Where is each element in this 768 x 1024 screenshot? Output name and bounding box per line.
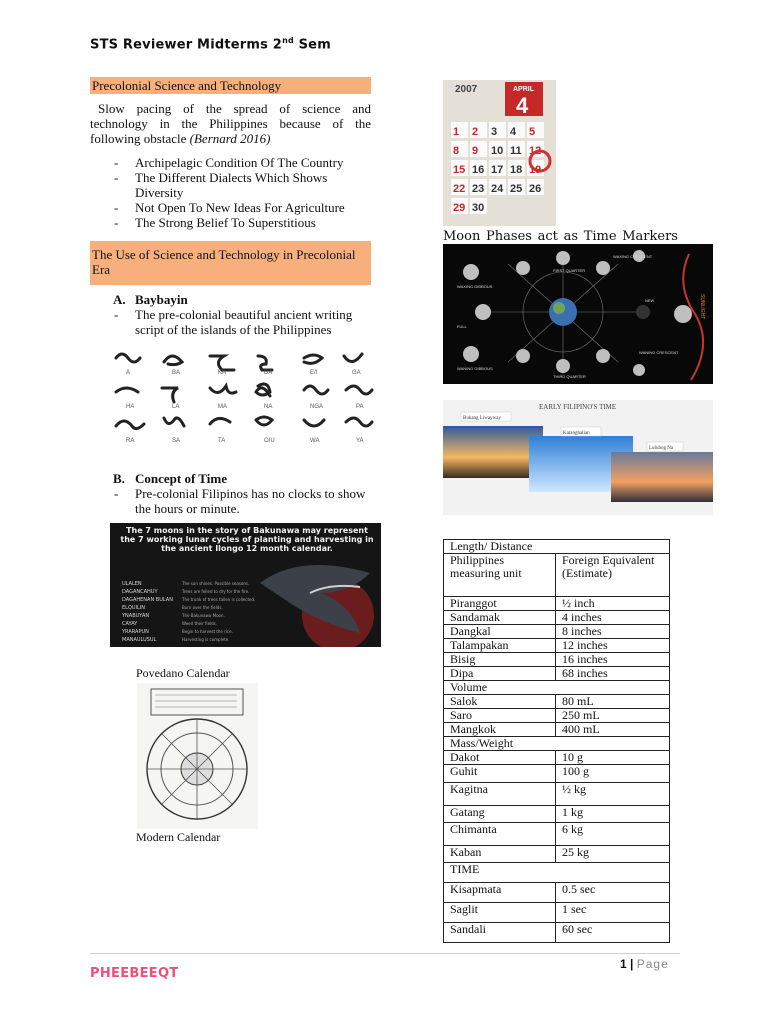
moon-phases-image <box>443 244 713 384</box>
month-label: CAYAY <box>122 621 138 627</box>
calendar-day: 1 <box>453 126 460 138</box>
glyph-label: DA <box>264 370 273 376</box>
calendar-day: 8 <box>453 145 460 157</box>
unit-cell: Sandali <box>444 923 556 943</box>
section-label: Mass/Weight <box>444 737 670 751</box>
equivalent-cell: 80 mL <box>556 695 670 709</box>
unit-cell: Dakot <box>444 751 556 765</box>
table-row <box>444 823 670 846</box>
glyph-label: E/I <box>310 370 318 376</box>
section-heading-use-of-science: The Use of Science and Technology in Precolonial Era <box>90 241 371 285</box>
unit-cell: Saglit <box>444 903 556 923</box>
page-number: 1 | Page <box>620 957 669 971</box>
month-label: ELQUILIN <box>122 605 146 611</box>
glyph-label: LA <box>172 404 180 410</box>
calendar-day: 17 <box>491 164 504 176</box>
month-label: YNABUYAN <box>122 613 150 619</box>
table-row <box>444 625 670 639</box>
early-time-label: Lulubog Na <box>649 446 674 451</box>
glyph-label: PA <box>356 404 364 410</box>
glyph-label: GA <box>352 370 361 376</box>
caption-word: Time <box>583 229 617 244</box>
table-row <box>444 765 670 783</box>
early-time-label: Katanghalian <box>563 431 590 436</box>
equivalent-cell: 4 inches <box>556 611 670 625</box>
unit-cell: Kagitna <box>444 783 556 806</box>
document-title: STS Reviewer Midterms 2nd Sem <box>90 36 331 53</box>
table-row <box>444 723 670 737</box>
unit-cell: Bisig <box>444 653 556 667</box>
month-note: Burn over the fields. <box>182 605 223 610</box>
calendar-month: APRIL <box>513 86 534 93</box>
calendar-day: 4 <box>510 126 517 138</box>
calendar-day: 15 <box>453 164 466 176</box>
calendar-day: 30 <box>472 202 485 214</box>
table-section-row <box>444 737 670 751</box>
glyph-label: BA <box>172 370 181 376</box>
povedano-calendar-image <box>137 683 258 829</box>
wall-calendar-image <box>443 80 556 226</box>
bakunawa-caption: The 7 moons in the story of Bakunawa may represent the 7 working lunar cycles of planting and harvesting in the ancient Ilongo 12 month calendar. <box>120 526 374 553</box>
equivalent-cell: 12 inches <box>556 639 670 653</box>
equivalent-cell: 1 kg <box>556 806 670 823</box>
unit-cell: Piranggot <box>444 597 556 611</box>
calendar-day: 5 <box>529 126 536 138</box>
glyph-label: MA <box>218 404 227 410</box>
equivalent-cell: 8 inches <box>556 625 670 639</box>
caption-word: Phases <box>486 229 532 244</box>
table-row <box>444 695 670 709</box>
month-label: ULALEN <box>122 581 142 587</box>
phase-label: NEW <box>645 298 655 303</box>
unit-cell: Salok <box>444 695 556 709</box>
month-note: Begin to harvest the rice. <box>182 629 233 634</box>
unit-cell: Mangkok <box>444 723 556 737</box>
early-filipino-time-image <box>443 400 713 515</box>
month-label: MANAULUSUL <box>122 637 157 643</box>
glyph-label: KA <box>218 370 227 376</box>
calendar-day: 29 <box>453 202 466 214</box>
equivalent-cell: 68 inches <box>556 667 670 681</box>
unit-cell: Sandamak <box>444 611 556 625</box>
month-note: The Bakunawa Moon. <box>182 613 225 618</box>
unit-cell: Dangkal <box>444 625 556 639</box>
unit-cell: Dipa <box>444 667 556 681</box>
calendar-day: 24 <box>491 183 504 195</box>
caption-word: as <box>563 229 578 244</box>
calendar-day: 12 <box>529 145 542 157</box>
table-row <box>444 923 670 943</box>
table-row <box>444 611 670 625</box>
measurement-table <box>443 539 670 943</box>
glyph-label: SA <box>172 438 181 444</box>
equivalent-cell: 6 kg <box>556 823 670 846</box>
baybayin-script-image <box>106 348 390 448</box>
phase-label: FULL <box>457 324 467 329</box>
unit-cell: Chimanta <box>444 823 556 846</box>
unit-cell: Gatang <box>444 806 556 823</box>
month-note: The trunk of trees fallen is collected. <box>182 597 256 602</box>
glyph-label: YA <box>356 438 364 444</box>
calendar-day: 3 <box>491 126 498 138</box>
unit-cell: Kaban <box>444 846 556 863</box>
footer-divider <box>90 953 680 954</box>
povedano-caption: Povedano Calendar <box>136 666 230 680</box>
list-item: - Archipelagic Condition Of The Country <box>114 155 344 170</box>
glyph-label: HA <box>126 404 135 410</box>
glyph-label: WA <box>310 438 320 444</box>
calendar-day: 11 <box>510 145 522 157</box>
month-note: The sun shines. Possible seasons. <box>182 581 250 586</box>
caption-word: Moon <box>443 229 481 244</box>
month-label: DAGANCAHUY <box>122 589 158 595</box>
equivalent-cell: 10 g <box>556 751 670 765</box>
calendar-day: 26 <box>529 183 542 195</box>
list-item: - The Strong Belief To Superstitious <box>114 215 316 230</box>
subheading-baybayin: A. Baybayin <box>113 292 188 307</box>
subheading-concept-of-time: B. Concept of Time <box>113 471 227 486</box>
equivalent-cell: ½ kg <box>556 783 670 806</box>
glyph-label: TA <box>218 438 226 444</box>
equivalent-cell: Foreign Equivalent (Estimate) <box>556 554 670 597</box>
calendar-day: 10 <box>491 145 504 157</box>
glyph-label: O/U <box>264 438 275 444</box>
table-row <box>444 783 670 806</box>
phase-label: WAXING GIBBOUS <box>457 284 493 289</box>
baybayin-labels <box>126 370 364 444</box>
calendar-big-day: 4 <box>516 93 529 118</box>
bakunawa-image <box>110 523 381 647</box>
unit-cell: Saro <box>444 709 556 723</box>
equivalent-cell: 16 inches <box>556 653 670 667</box>
moon-phases-caption <box>443 229 678 244</box>
early-time-title: EARLY FILIPINO'S TIME <box>539 403 617 411</box>
brand-logo: PHEEBEEQT <box>90 966 179 981</box>
glyph-label: NA <box>264 404 273 410</box>
table-row <box>444 709 670 723</box>
baybayin-description: - The pre-colonial beautiful ancient writing script of the islands of the Philippines <box>114 307 353 337</box>
phase-label: WAXING CRESCENT <box>613 254 653 259</box>
glyph-label: RA <box>126 438 135 444</box>
modern-calendar-caption: Modern Calendar <box>136 830 221 844</box>
calendar-day: 23 <box>472 183 485 195</box>
section-heading-precolonial: Precolonial Science and Technology <box>90 77 371 94</box>
table-section-row <box>444 681 670 695</box>
month-note: Weed their fields. <box>182 621 218 626</box>
table-row <box>444 883 670 903</box>
calendar-day: 18 <box>510 164 523 176</box>
calendar-day: 2 <box>472 126 479 138</box>
list-item: - Not Open To New Ideas For Agriculture <box>114 200 345 215</box>
phase-label: FIRST QUARTER <box>553 268 586 273</box>
unit-cell: Guhit <box>444 765 556 783</box>
calendar-day: 19 <box>529 164 542 176</box>
unit-cell: Kisapmata <box>444 883 556 903</box>
time-description: - Pre-colonial Filipinos has no clocks to show the hours or minute. <box>114 486 366 516</box>
calendar-day: 25 <box>510 183 523 195</box>
table-row <box>444 597 670 611</box>
unit-cell: Philippines measuring unit <box>444 554 556 597</box>
calendar-day: 9 <box>472 145 479 157</box>
calendar-year: 2007 <box>455 84 478 95</box>
table-row <box>444 667 670 681</box>
month-label: DAGAHENAN BULAN <box>122 597 173 603</box>
section-label: Volume <box>444 681 670 695</box>
caption-word: act <box>537 229 558 244</box>
phase-label: WANING CRESCENT <box>639 350 679 355</box>
phase-label: THIRD QUARTER <box>553 374 586 379</box>
equivalent-cell: 100 g <box>556 765 670 783</box>
table-row <box>444 751 670 765</box>
early-time-label: Bukang Liwayway <box>463 416 501 421</box>
month-note: Harvesting is complete. <box>182 637 230 642</box>
table-row <box>444 639 670 653</box>
baybayin-glyphs <box>106 348 390 448</box>
calendar-day: 22 <box>453 183 466 195</box>
intro-paragraph: Slow pacing of the spread of science and technology in the Philippines because of the following obstacle (Bernard 2016) <box>90 101 371 146</box>
unit-cell: Talampakan <box>444 639 556 653</box>
equivalent-cell: 25 kg <box>556 846 670 863</box>
table-row <box>444 806 670 823</box>
equivalent-cell: ½ inch <box>556 597 670 611</box>
equivalent-cell: 1 sec <box>556 903 670 923</box>
equivalent-cell: 400 mL <box>556 723 670 737</box>
sunlight-label: SUNLIGHT <box>699 294 705 320</box>
table-section-row <box>444 540 670 554</box>
equivalent-cell: 60 sec <box>556 923 670 943</box>
list-item: - The Different Dialects Which Shows Diversity <box>114 170 328 200</box>
glyph-label: NGA <box>310 404 324 410</box>
month-label: YRARAPUN <box>122 629 149 635</box>
glyph-label: A <box>126 370 131 376</box>
table-row <box>444 554 670 597</box>
caption-word: Markers <box>622 229 678 244</box>
phase-label: WANING GIBBOUS <box>457 366 493 371</box>
obstacle-list <box>90 155 371 230</box>
table-row <box>444 903 670 923</box>
month-note: Trees are felled to dry for the fire. <box>182 589 250 594</box>
calendar-day: 16 <box>472 164 485 176</box>
table-row <box>444 653 670 667</box>
table-row <box>444 846 670 863</box>
citation: (Bernard 2016) <box>189 131 271 146</box>
equivalent-cell: 0.5 sec <box>556 883 670 903</box>
section-label: Length/ Distance <box>444 540 670 554</box>
table-section-row <box>444 863 670 883</box>
section-label: TIME <box>444 863 670 883</box>
equivalent-cell: 250 mL <box>556 709 670 723</box>
